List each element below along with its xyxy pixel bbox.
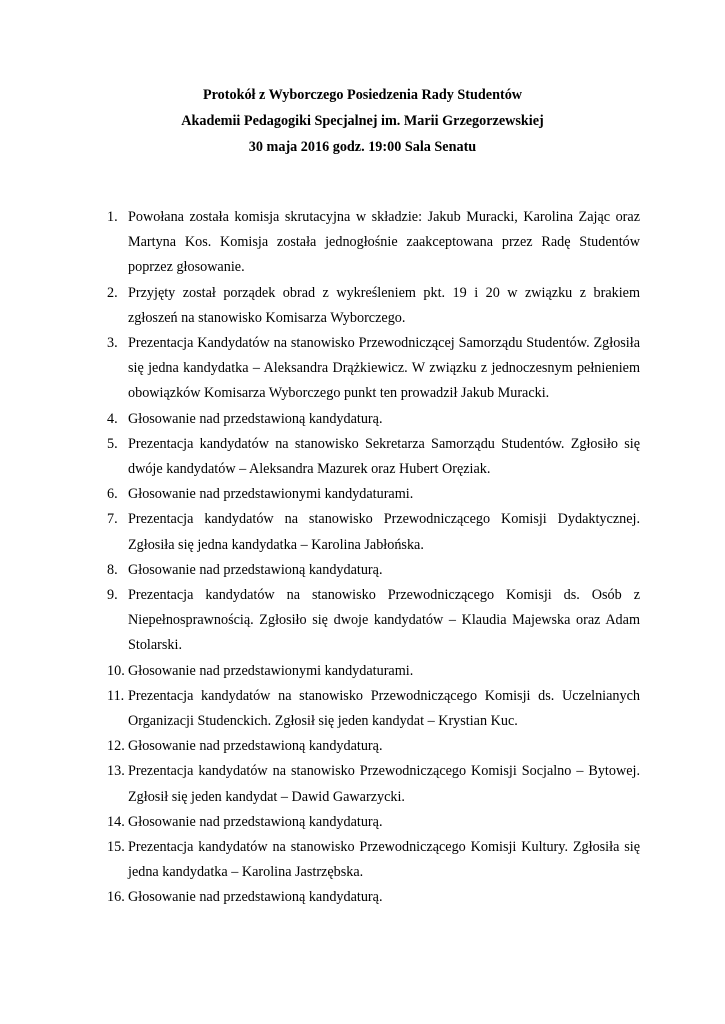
title-line-3: 30 maja 2016 godz. 19:00 Sala Senatu xyxy=(248,139,477,155)
item-number: 14. xyxy=(107,813,125,830)
agenda-item-14 xyxy=(95,810,640,835)
item-text: Prezentacja kandydatów na stanowisko Przewodniczącego Komisji ds. Uczelnianych Organizacji Studenckich. Zgłosił się jeden kandydat – Krystian Kuc. xyxy=(128,687,640,730)
agenda-list xyxy=(95,205,640,911)
agenda-item-15 xyxy=(95,835,640,885)
item-number: 5. xyxy=(107,435,118,452)
agenda-item-8 xyxy=(95,558,640,583)
agenda-item-13 xyxy=(95,759,640,809)
item-text: Prezentacja kandydatów na stanowisko Przewodniczącego Komisji Kultury. Zgłosiła się jedna kandydatka – Karolina Jastrzębska. xyxy=(128,839,640,881)
item-number: 4. xyxy=(107,410,118,427)
title-line-1: Protokół z Wyborczego Posiedzenia Rady Studentów xyxy=(202,87,523,103)
document-header xyxy=(0,82,725,160)
agenda-item-7 xyxy=(95,507,640,557)
item-text: Przyjęty został porządek obrad z wykreśleniem pkt. 19 i 20 w związku z brakiem zgłoszeń na stanowisko Komisarza Wyborczego. xyxy=(128,284,640,326)
agenda-item-2 xyxy=(95,281,640,331)
item-text: Głosowanie nad przedstawioną kandydaturą. xyxy=(128,738,383,755)
agenda-item-5 xyxy=(95,432,640,482)
item-text: Prezentacja Kandydatów na stanowisko Przewodniczącej Samorządu Studentów. Zgłosiła się jedna kandydatka – Aleksandra Drążkiewicz. W związku z jednoczesnym pełnieniem obowiązków Komisarza Wyborczego punkt ten prowadził Jakub Muracki. xyxy=(128,335,640,402)
agenda-item-1 xyxy=(95,205,640,281)
item-text: Głosowanie nad przedstawionymi kandydaturami. xyxy=(128,486,414,503)
item-number: 8. xyxy=(107,561,118,578)
item-number: 2. xyxy=(107,284,118,301)
item-text: Prezentacja kandydatów na stanowisko Przewodniczącego Komisji Socjalno – Bytowej. Zgłosił się jeden kandydat – Dawid Gawarzycki. xyxy=(128,763,640,805)
item-number: 6. xyxy=(107,486,118,503)
item-number: 1. xyxy=(107,209,118,225)
item-text: Powołana została komisja skrutacyjna w składzie: Jakub Muracki, Karolina Zając oraz Martyna Kos. Komisja została jednogłośnie zaakceptowana przez Radę Studentów poprzez głosowanie. xyxy=(128,209,640,276)
item-number: 12. xyxy=(107,738,125,755)
item-text: Prezentacja kandydatów na stanowisko Sekretarza Samorządu Studentów. Zgłosiło się dwóje kandydatów – Aleksandra Mazurek oraz Hubert Oręziak. xyxy=(128,435,640,478)
agenda-item-9 xyxy=(95,583,640,659)
item-number: 11. xyxy=(107,687,125,704)
item-number: 3. xyxy=(107,335,118,352)
agenda-item-12 xyxy=(95,734,640,759)
agenda-item-6 xyxy=(95,482,640,507)
agenda-item-11 xyxy=(95,684,640,734)
item-text: Prezentacja kandydatów na stanowisko Przewodniczącego Komisji ds. Osób z Niepełnosprawnością. Zgłosiło się dwoje kandydatów – Klaudia Majewska oraz Adam Stolarski. xyxy=(128,587,640,654)
item-number: 15. xyxy=(107,839,125,856)
item-number: 10. xyxy=(107,662,125,679)
item-text: Głosowanie nad przedstawioną kandydaturą. xyxy=(128,410,383,427)
title-line-2: Akademii Pedagogiki Specjalnej im. Marii Grzegorzewskiej xyxy=(181,113,544,129)
item-text: Głosowanie nad przedstawioną kandydaturą. xyxy=(128,813,383,830)
item-number: 13. xyxy=(107,763,125,780)
item-number: 16. xyxy=(107,889,125,906)
item-number: 7. xyxy=(107,511,118,528)
agenda-item-4 xyxy=(95,407,640,432)
item-text: Głosowanie nad przedstawioną kandydaturą. xyxy=(128,889,383,906)
agenda-item-10 xyxy=(95,659,640,684)
item-text: Głosowanie nad przedstawioną kandydaturą. xyxy=(128,561,383,578)
agenda-item-3 xyxy=(95,331,640,407)
agenda-item-16 xyxy=(95,885,640,910)
item-number: 9. xyxy=(107,587,118,604)
item-text: Prezentacja kandydatów na stanowisko Przewodniczącego Komisji Dydaktycznej. Zgłosiła się jedna kandydatka – Karolina Jabłońska. xyxy=(128,511,640,553)
item-text: Głosowanie nad przedstawionymi kandydaturami. xyxy=(128,662,414,679)
